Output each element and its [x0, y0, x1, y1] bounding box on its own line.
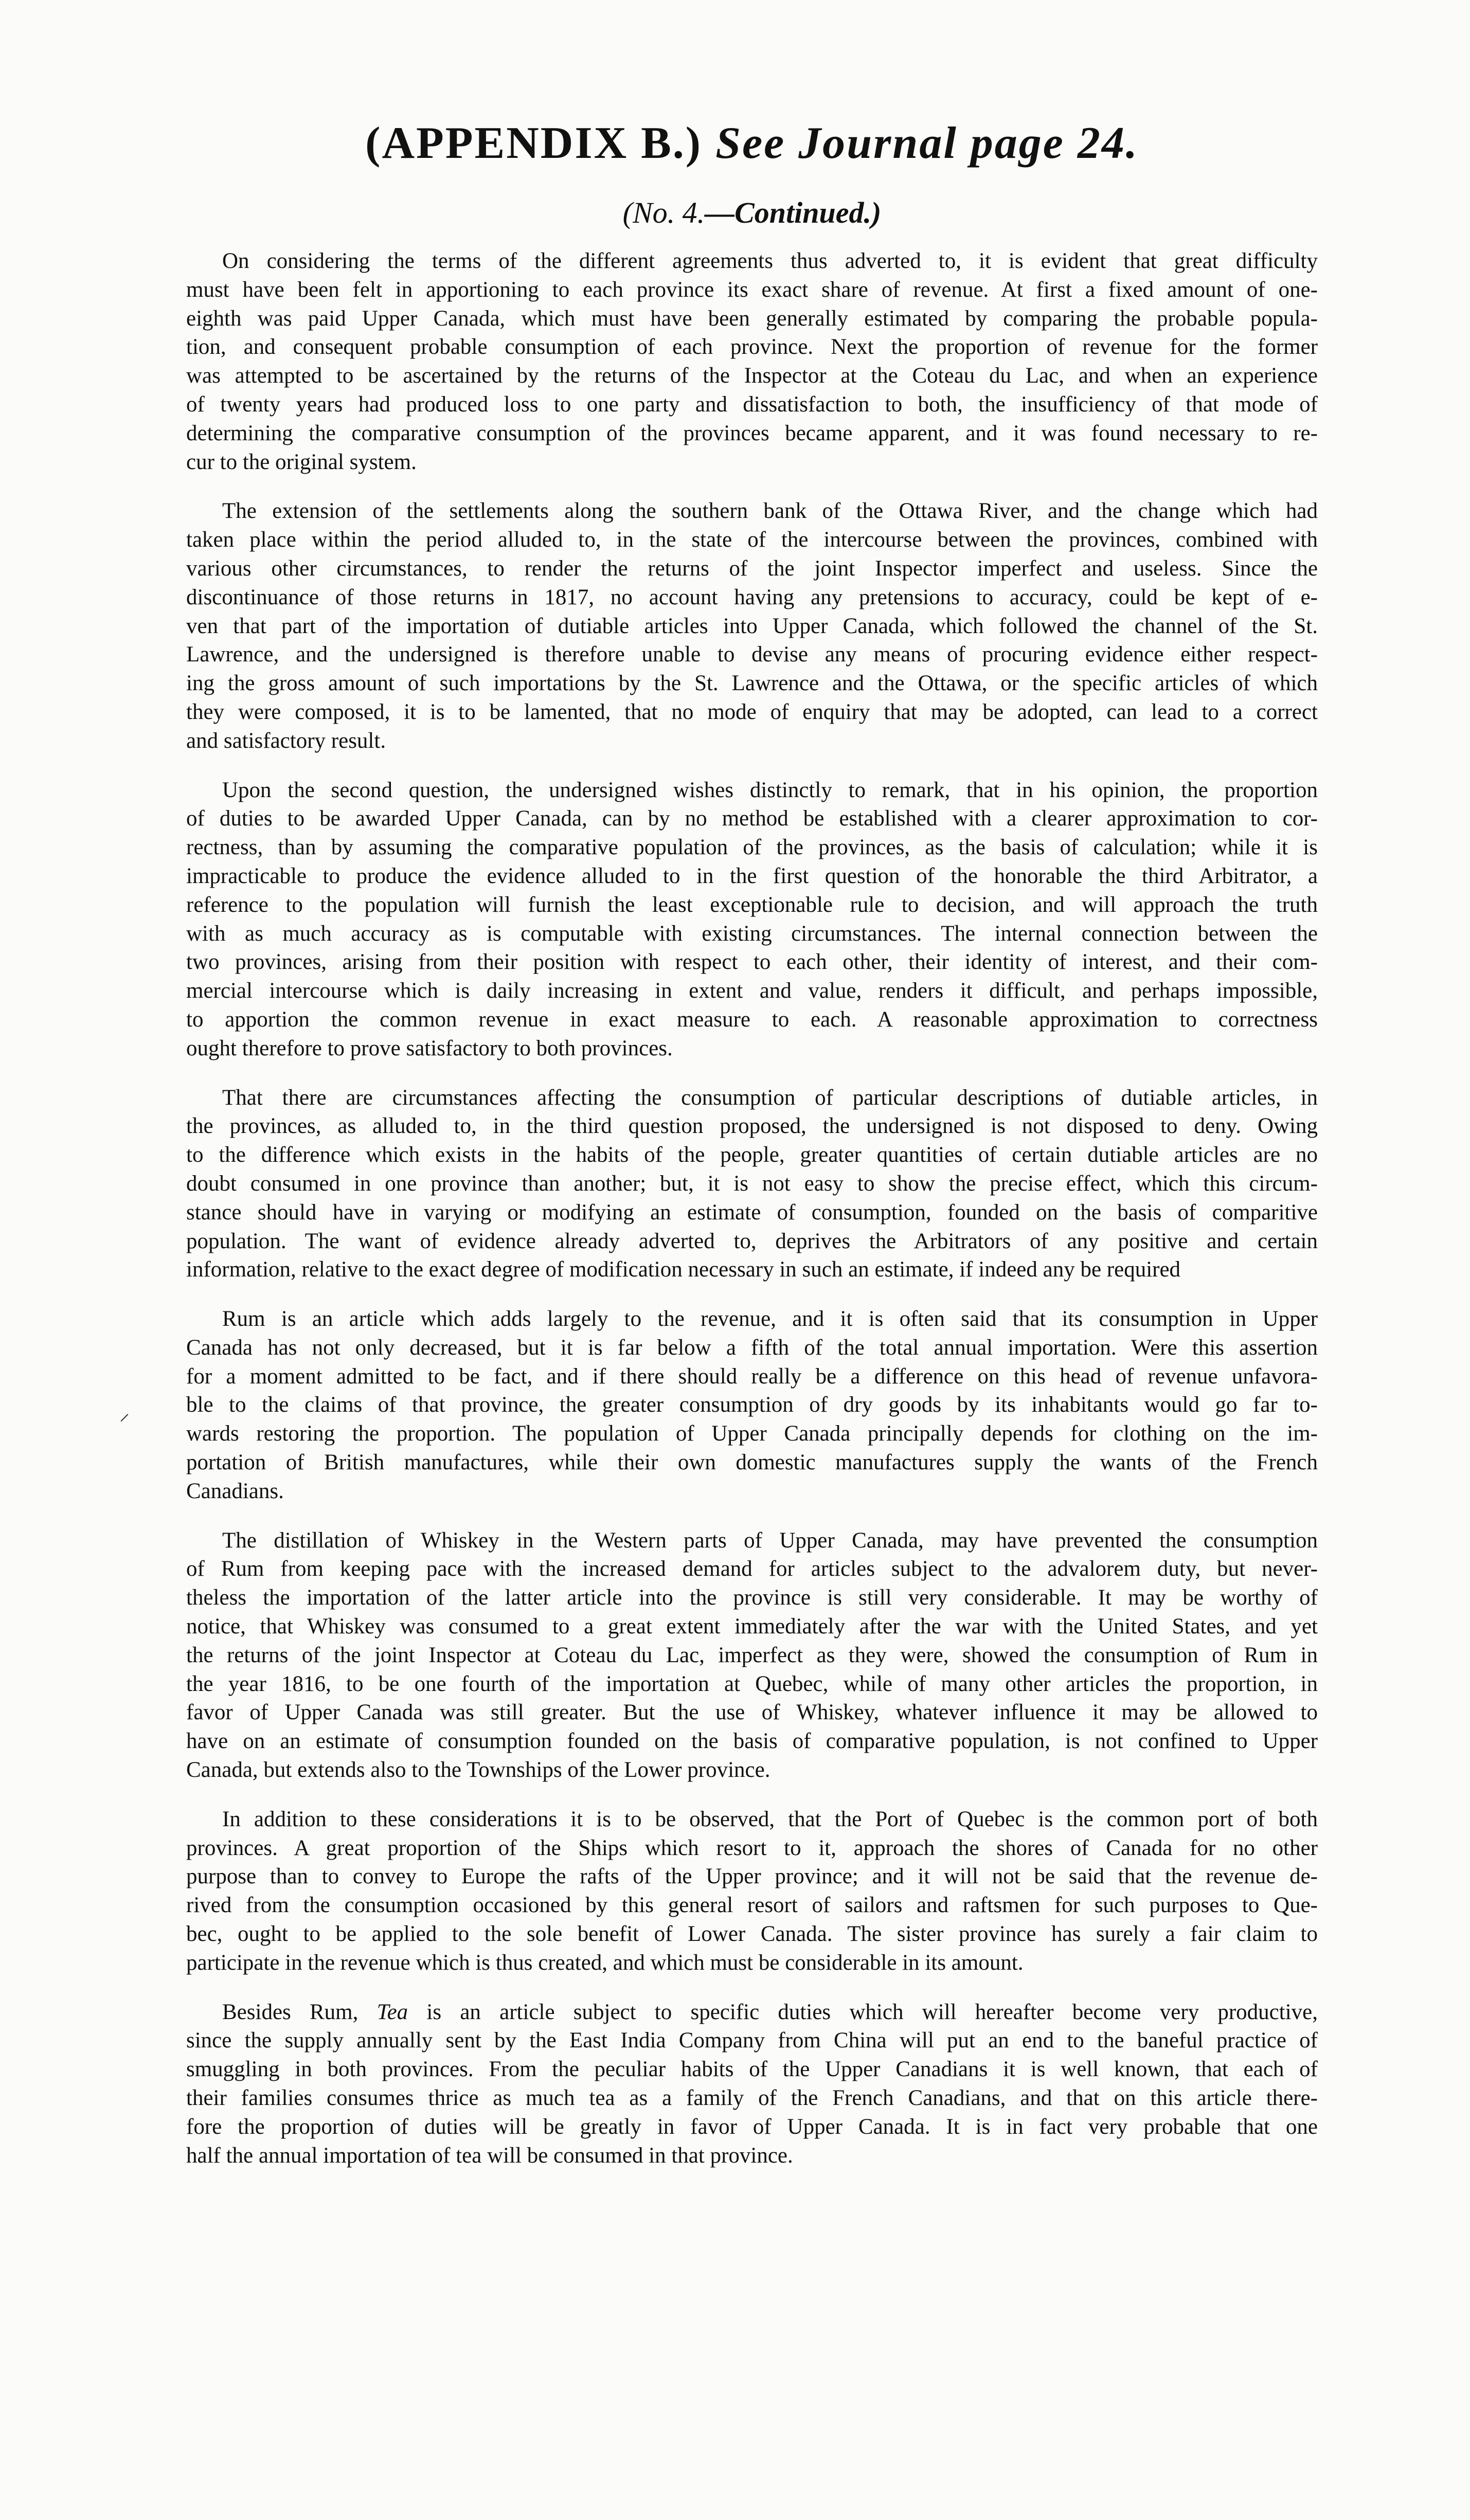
text-line: fore the proportion of duties will be greatly in favor of Upper Canada. It is in fact very probable that one — [186, 2114, 1318, 2139]
text-line: doubt consumed in one province than another; but, it is not easy to show the precise effect, which this circum- — [186, 1171, 1318, 1196]
text-line: the returns of the joint Inspector at Coteau du Lac, imperfect as they were, showed the consumption of Rum in — [186, 1643, 1318, 1667]
text-line: half the annual importation of tea will be consumed in that province. — [186, 2143, 793, 2168]
text-line: purpose than to convey to Europe the rafts of the Upper province; and it will not be said that the revenue de- — [186, 1864, 1318, 1889]
text-line: portation of British manufactures, while their own domestic manufactures supply the wants of the French — [186, 1450, 1318, 1475]
text-line: theless the importation of the latter article into the province is still very considerable. It may be worthy of — [186, 1586, 1318, 1610]
text-line: Besides Rum, Tea is an article subject to specific duties which will hereafter become very productive, — [222, 2000, 1318, 2024]
text-line: Canada, but extends also to the Townships of the Lower province. — [186, 1758, 770, 1783]
text-line: of Rum from keeping pace with the increased demand for articles subject to the advalorem duty, but never- — [186, 1557, 1318, 1581]
text-line: must have been felt in apportioning to each province its exact share of revenue. At first a fixed amount of one- — [186, 277, 1318, 302]
text-line: the year 1816, to be one fourth of the importation at Quebec, while of many other articles the proportion, in — [186, 1671, 1318, 1696]
margin-mark: ⸝ — [119, 1401, 130, 1425]
text-line: Canadians. — [186, 1479, 284, 1503]
text-line: they were composed, it is to be lamented, that no mode of enquiry that may be adopted, can lead to a correct — [186, 699, 1318, 724]
text-line: information, relative to the exact degree of modification necessary in such an estimate, if indeed any be required — [186, 1257, 1181, 1282]
text-line: stance should have in varying or modifying an estimate of consumption, founded on the basis of comparitive — [186, 1200, 1318, 1225]
text-line: favor of Upper Canada was still greater. But the use of Whiskey, whatever influence it may be allowed to — [186, 1700, 1318, 1725]
text-line: Rum is an article which adds largely to the revenue, and it is often said that its consumption in Upper — [222, 1307, 1318, 1331]
paragraph — [186, 1305, 1318, 1506]
subtitle-continued: —Continued.) — [705, 196, 882, 229]
paragraph — [186, 1805, 1318, 1977]
paragraph — [186, 1998, 1318, 2170]
text-line: to apportion the common revenue in exact measure to each. A reasonable approximation to correctness — [186, 1007, 1318, 1032]
text-line: mercial intercourse which is daily increasing in extent and value, renders it difficult, and perhaps impossible, — [186, 979, 1318, 1003]
paragraph — [186, 776, 1318, 1063]
text-line: determining the comparative consumption of the provinces became apparent, and it was found necessary to re- — [186, 421, 1318, 445]
text-line: to the difference which exists in the habits of the people, greater quantities of certain dutiable articles are no — [186, 1143, 1318, 1167]
text-line: eighth was paid Upper Canada, which must have been generally estimated by comparing the probable popula- — [186, 306, 1318, 331]
text-line: cur to the original system. — [186, 449, 417, 474]
text-line: and satisfactory result. — [186, 728, 386, 753]
text-line: with as much accuracy as is computable with existing circumstances. The internal connection between the — [186, 921, 1318, 946]
text-line: participate in the revenue which is thus created, and which must be considerable in its amount. — [186, 1950, 1024, 1975]
text-line: have on an estimate of consumption founded on the basis of comparative population, is not confined to Upper — [186, 1729, 1318, 1754]
text-line: ing the gross amount of such importations by the St. Lawrence and the Ottawa, or the specific articles of which — [186, 671, 1318, 696]
text-line: The extension of the settlements along the southern bank of the Ottawa River, and the change which had — [222, 499, 1318, 524]
text-line: smuggling in both provinces. From the peculiar habits of the Upper Canadians it is well known, that each of — [186, 2057, 1318, 2082]
text-line: Canada has not only decreased, but it is far below a fifth of the total annual importation. Were this assertion — [186, 1335, 1318, 1360]
paragraph — [186, 1526, 1318, 1785]
text-line: rectness, than by assuming the comparative population of the provinces, as the basis of calculation; while it is — [186, 835, 1318, 860]
text-line: ven that part of the importation of dutiable articles into Upper Canada, which followed the channel of the St. — [186, 614, 1318, 638]
subtitle-number: (No. 4. — [622, 196, 705, 229]
body-text — [186, 247, 1318, 2170]
text-line: their families consumes thrice as much tea as a family of the French Canadians, and that on this article there- — [186, 2086, 1318, 2111]
text-line: taken place within the period alluded to, in the state of the intercourse between the provinces, combined with — [186, 528, 1318, 552]
text-line: That there are circumstances affecting the consumption of particular descriptions of dutiable articles, in — [222, 1085, 1318, 1110]
text-line: various other circumstances, to render the returns of the joint Inspector imperfect and useless. Since the — [186, 556, 1318, 581]
paragraph — [186, 497, 1318, 755]
text-line: the provinces, as alluded to, in the third question proposed, the undersigned is not disposed to deny. Owing — [186, 1114, 1318, 1139]
text-line: two provinces, arising from their position with respect to each other, their identity of interest, and their com- — [186, 950, 1318, 975]
text-column — [186, 103, 1318, 2190]
page-subtitle — [186, 194, 1318, 231]
text-line: impracticable to produce the evidence alluded to in the first question of the honorable the third Arbitrator, a — [186, 863, 1318, 888]
text-line: reference to the population will furnish the least exceptionable rule to decision, and will approach the truth — [186, 892, 1318, 917]
paragraph — [186, 1084, 1318, 1285]
text-line: since the supply annually sent by the East India Company from China will put an end to the baneful practice of — [186, 2028, 1318, 2053]
text-line: provinces. A great proportion of the Ships which resort to it, approach the shores of Canada for no other — [186, 1835, 1318, 1860]
text-line: ought therefore to prove satisfactory to both provinces. — [186, 1036, 673, 1060]
text-line: rived from the consumption occasioned by this general resort of sailors and raftsmen for such purposes to Que- — [186, 1893, 1318, 1918]
text-line: The distillation of Whiskey in the Western parts of Upper Canada, may have prevented the consumption — [222, 1528, 1318, 1553]
text-line: wards restoring the proportion. The population of Upper Canada principally depends for clothing on the im- — [186, 1421, 1318, 1446]
journal-reference: See Journal page 24. — [715, 118, 1139, 168]
text-line: Upon the second question, the undersigned wishes distinctly to remark, that in his opinion, the proportion — [222, 778, 1318, 802]
paragraph — [186, 247, 1318, 476]
text-line: ble to the claims of that province, the greater consumption of dry goods by its inhabitants would go far to- — [186, 1393, 1318, 1417]
text-line: of twenty years had produced loss to one party and dissatisfaction to both, the insufficiency of that mode of — [186, 392, 1318, 417]
page-title — [186, 115, 1318, 172]
text-line: bec, ought to be applied to the sole benefit of Lower Canada. The sister province has surely a fair claim to — [186, 1922, 1318, 1947]
text-line: for a moment admitted to be fact, and if there should really be a difference on this head of revenue unfavora- — [186, 1364, 1318, 1389]
text-line: Lawrence, and the undersigned is therefore unable to devise any means of procuring evidence either respect- — [186, 642, 1318, 667]
text-line: On considering the terms of the different agreements thus adverted to, it is evident that great difficulty — [222, 249, 1318, 273]
text-line: of duties to be awarded Upper Canada, can by no method be established with a clearer approximation to cor- — [186, 806, 1318, 831]
text-line: discontinuance of those returns in 1817, no account having any pretensions to accuracy, could be kept of e- — [186, 585, 1318, 609]
text-line: notice, that Whiskey was consumed to a great extent immediately after the war with the United States, and yet — [186, 1614, 1318, 1639]
text-line: tion, and consequent probable consumption of each province. Next the proportion of revenue for the former — [186, 335, 1318, 359]
appendix-label: (APPENDIX B.) — [365, 118, 703, 168]
text-line: In addition to these considerations it is to be observed, that the Port of Quebec is the common port of both — [222, 1807, 1318, 1831]
text-line: was attempted to be ascertained by the returns of the Inspector at the Coteau du Lac, and when an experience — [186, 364, 1318, 388]
text-line: population. The want of evidence already adverted to, deprives the Arbitrators of any positive and certain — [186, 1229, 1318, 1253]
